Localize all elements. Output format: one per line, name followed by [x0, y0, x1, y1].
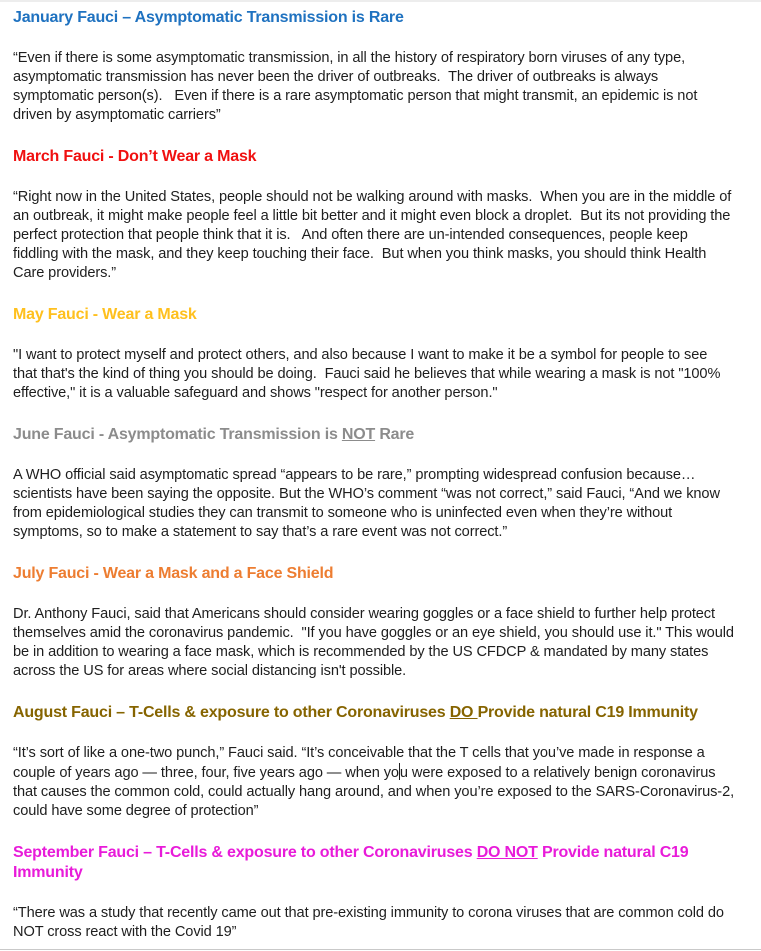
- paragraph-march: “Right now in the United States, people should not be walking around with masks. When you are in the middle of an outbreak, it might make people feel a little bit better and it might even block a droplet. But its not providing the perfect protection that people think that it is. And often there are un-intended consequences, people keep fiddling with the mask, and they keep touching their face. But when you think masks, you should think Health Care providers.”: [13, 189, 736, 281]
- heading-text: Provide natural C19 Immunity: [13, 844, 689, 881]
- heading-underlined-text: DO NOT: [476, 844, 538, 861]
- section-january: [13, 8, 735, 125]
- paragraph-june: A WHO official said asymptomatic spread “appears to be rare,” prompting widespread confusion because…scientists have been saying the opposite. But the WHO’s comment “was not correct,” said Fauci, “And we know from epidemiological studies they can transmit to someone who is uninfected even when they’re without symptoms, so to make a statement to say that’s a rare event was not correct.”: [13, 467, 724, 540]
- heading-august: [13, 703, 735, 723]
- heading-text: Provide natural C19 Immunity: [477, 704, 698, 721]
- heading-may: [13, 305, 735, 325]
- paragraph-january: “Even if there is some asymptomatic transmission, in all the history of respiratory born viruses of any type, asymptomatic transmission has never been the driver of outbreaks. The driver of outbreaks is always symptomatic person(s). Even if there is a rare asymptomatic person that might transmit, an epidemic is not driven by asymptomatic carriers”: [13, 50, 702, 123]
- paragraph-may: "I want to protect myself and protect others, and also because I want to make it be a symbol for people to see that that's the kind of thing you should be doing. Fauci said he believes that while wearing a mask is not "100% effective," it is a valuable safeguard and shows "respect for another person.": [13, 347, 725, 401]
- section-july: [13, 564, 738, 681]
- paragraph-august: “It’s sort of like a one-two punch,” Fauci said. “It’s conceivable that the T cells that you’ve made in response a couple of years ago — three, four, five years ago — when you were exposed to a relatively benign coronavirus that causes the common cold, could actually hang around, and when you’re exposed to the SARS-Coronavirus-2, could have some degree of protection”: [13, 745, 739, 819]
- heading-text: Rare: [375, 426, 415, 443]
- heading-text: May Fauci - Wear a Mask: [13, 306, 197, 323]
- heading-text: March Fauci - Don’t Wear a Mask: [13, 148, 257, 165]
- heading-text: September Fauci – T-Cells & exposure to other Coronaviruses: [13, 844, 477, 861]
- section-september: [13, 843, 735, 942]
- heading-underlined-text: NOT: [341, 426, 376, 443]
- paragraph-july: Dr. Anthony Fauci, said that Americans should consider wearing goggles or a face shield to further help protect themselves amid the coronavirus pandemic. "If you have goggles or an eye shield, you should use it." This would be in addition to wearing a face mask, which is recommended by the US CFDCP & mandated by many states across the US for areas where social distancing isn't possible.: [13, 606, 738, 679]
- heading-text: August Fauci – T-Cells & exposure to other Coronaviruses: [13, 704, 450, 721]
- section-may: [13, 305, 735, 403]
- page-bottom-edge: [0, 949, 761, 950]
- heading-september: [13, 843, 735, 883]
- page-top-edge: [0, 0, 761, 2]
- heading-july: [13, 564, 735, 584]
- heading-text: July Fauci - Wear a Mask and a Face Shield: [13, 565, 334, 582]
- section-june: [13, 425, 735, 542]
- text-caret: [399, 763, 400, 780]
- heading-march: [13, 147, 735, 167]
- heading-text: June Fauci - Asymptomatic Transmission is: [13, 426, 342, 443]
- section-august: [13, 703, 739, 821]
- paragraph-september: “There was a study that recently came out that pre-existing immunity to corona viruses that are common cold do NOT cross react with the Covid 19”: [13, 905, 728, 940]
- heading-underlined-text: DO: [449, 704, 478, 721]
- heading-text: January Fauci – Asymptomatic Transmission is Rare: [13, 9, 404, 26]
- section-march: [13, 147, 735, 283]
- heading-january: [13, 8, 735, 28]
- heading-june: [13, 425, 735, 445]
